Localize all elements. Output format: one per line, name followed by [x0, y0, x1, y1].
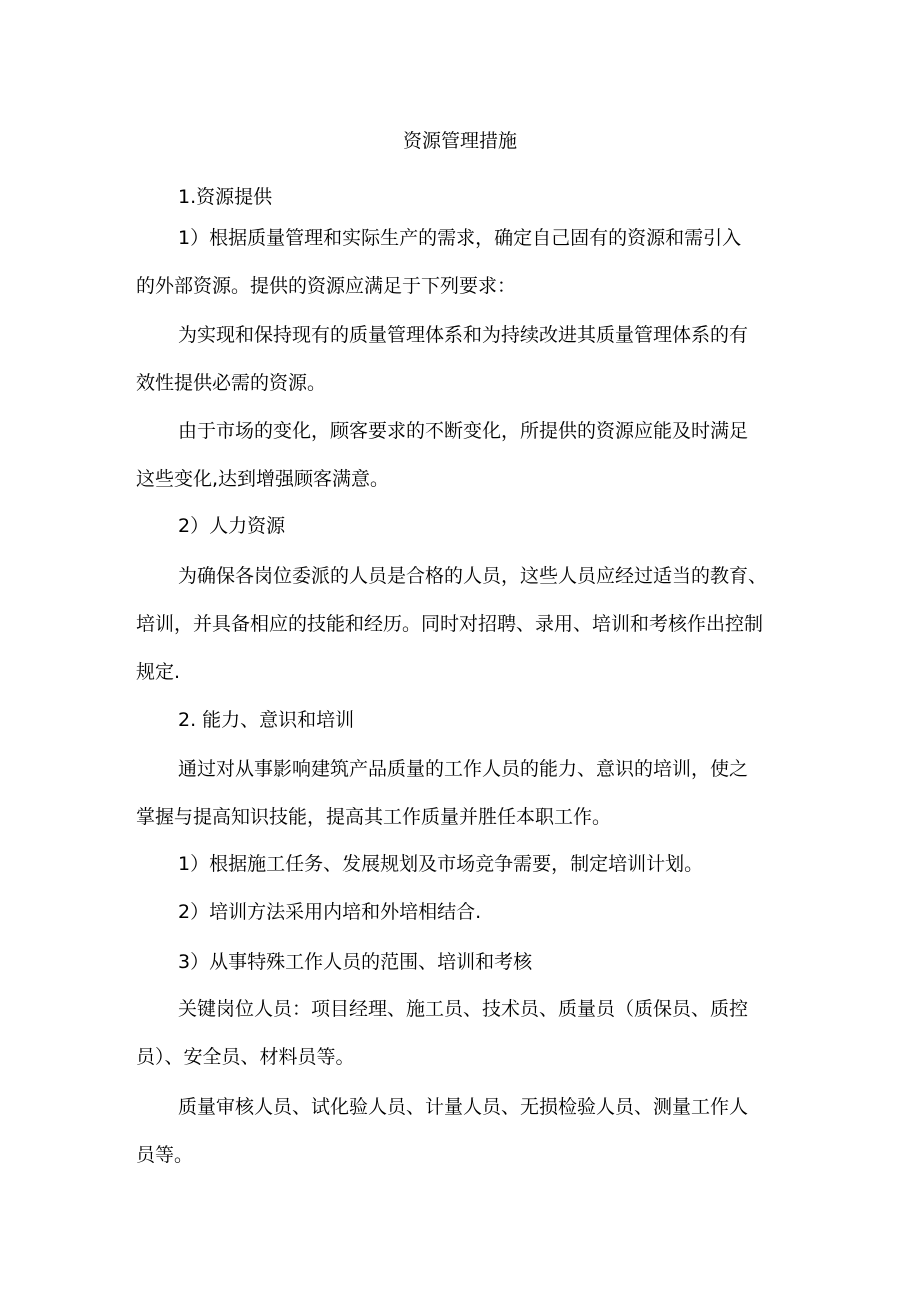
document-title: 资源管理措施	[402, 130, 517, 152]
paragraph-4	[136, 407, 786, 503]
paragraph-line: 为确保各岗位委派的人员是合格的人员，这些人员应经过适当的教育、	[178, 565, 768, 587]
paragraph-line: 掌握与提高知识技能，提高其工作质量并胜任本职工作。	[136, 806, 612, 828]
paragraph-line: 2）人力资源	[178, 515, 286, 537]
paragraph-6	[136, 552, 786, 696]
paragraph-line: 由于市场的变化，顾客要求的不断变化，所提供的资源应能及时满足	[178, 420, 749, 442]
paragraph-line: 1.资源提供	[178, 186, 273, 208]
paragraph-line: 通过对从事影响建筑产品质量的工作人员的能力、意识的培训，使之	[178, 758, 749, 780]
paragraph-line: 员）、安全员、材料员等。	[136, 1046, 355, 1068]
paragraph-2	[136, 214, 786, 310]
paragraph-line: 的外部资源。提供的资源应满足于下列要求：	[136, 275, 517, 297]
paragraph-line: 培训，并具备相应的技能和经历。同时对招聘、录用、培训和考核作出控制	[136, 613, 764, 635]
paragraph-13	[136, 1083, 786, 1179]
paragraph-line: 员等。	[136, 1144, 194, 1166]
paragraph-line: 1）根据质量管理和实际生产的需求，确定自己固有的资源和需引入	[178, 227, 742, 249]
paragraph-7	[136, 696, 786, 744]
paragraph-12	[136, 985, 786, 1081]
paragraph-5	[136, 502, 786, 550]
paragraph-line: 规定.	[136, 661, 181, 683]
paragraph-line: 1）根据施工任务、发展规划及市场竞争需要，制定培训计划。	[178, 853, 704, 875]
paragraph-line: 为实现和保持现有的质量管理体系和为持续改进其质量管理体系的有	[178, 324, 749, 346]
paragraph-line: 关键岗位人员：项目经理、施工员、技术员、质量员（质保员、质控	[178, 998, 749, 1020]
paragraph-line: 质量审核人员、试化验人员、计量人员、无损检验人员、测量工作人	[178, 1096, 749, 1118]
paragraph-11	[136, 938, 786, 986]
paragraph-line: 效性提供必需的资源。	[136, 372, 327, 394]
paragraph-line: 这些变化,达到增强顾客满意。	[136, 468, 390, 490]
paragraph-line: 3）从事特殊工作人员的范围、培训和考核	[178, 951, 533, 973]
paragraph-line: 2）培训方法采用内培和外培相结合.	[178, 901, 482, 923]
paragraph-9	[136, 840, 786, 888]
paragraph-3	[136, 311, 786, 407]
paragraph-10	[136, 888, 786, 936]
paragraph-line: 2. 能力、意识和培训	[178, 709, 355, 731]
paragraph-8	[136, 745, 786, 841]
